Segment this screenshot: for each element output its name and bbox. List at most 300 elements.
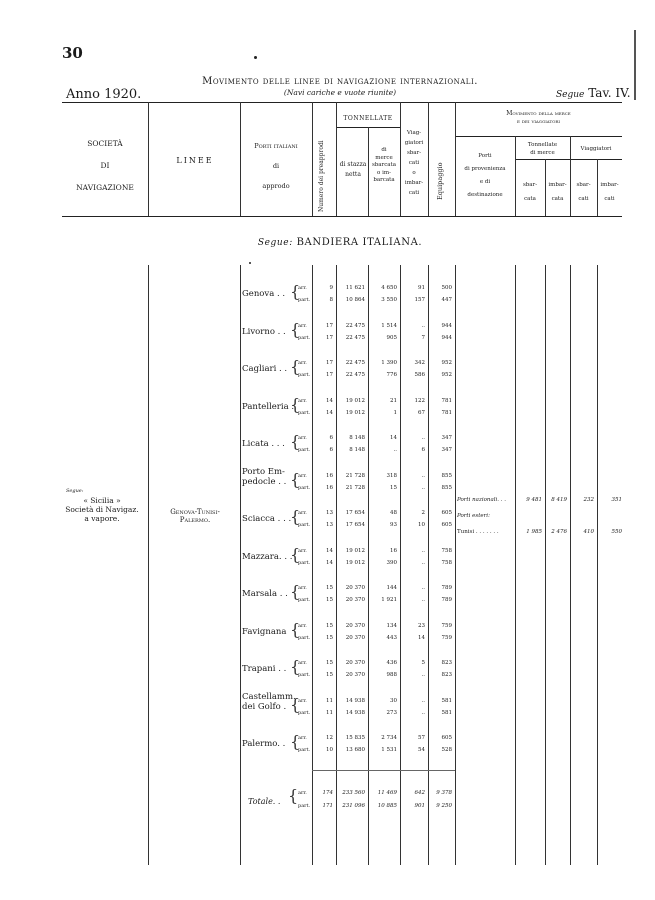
header-viagg-l4: cati (408, 160, 420, 166)
row-kind-label: arr. (298, 435, 307, 441)
col-sep-7 (428, 102, 429, 216)
segue-label: Segue (556, 90, 585, 100)
port-brace: { (290, 282, 301, 301)
port-cell: 14 (390, 435, 397, 441)
port-cell: 15 835 (345, 735, 365, 741)
port-name-line: Trapani . . (242, 664, 287, 674)
port-cell: 758 (441, 548, 452, 554)
header-imbarcati-l2: cati (604, 196, 615, 202)
header-viagg-l2: giatori (404, 140, 424, 146)
port-brace: { (290, 657, 301, 676)
header-merce (368, 147, 400, 185)
header-prov-l2: di provenienza (464, 166, 506, 172)
line-name-2: Palermo. (179, 516, 211, 524)
port-cell: 21 728 (345, 473, 365, 479)
header-viagg-l1: Viag- (406, 130, 422, 136)
col-sep-1 (148, 102, 149, 216)
port-cell: 14 (418, 635, 425, 641)
header-viagg-l3: sbar- (406, 150, 422, 156)
port-cell: .. (421, 698, 425, 704)
port-cell: 855 (441, 473, 452, 479)
row-kind-label: arr. (298, 473, 307, 479)
header-viagg-l6: imbar- (404, 180, 424, 186)
header-stazza: di stazza netta (339, 161, 367, 178)
stray-dot-2 (249, 262, 251, 264)
port-cell: 8 148 (349, 447, 365, 453)
header-movimento-l2: e dei viaggiatori (517, 118, 560, 125)
header-imbarcata-l2: cata (551, 196, 564, 202)
port-cell: 16 (326, 473, 333, 479)
header-prov-l1: Porti (478, 153, 492, 159)
body-sep-10 (545, 265, 546, 865)
movement-port: Porti nazionali. . . (457, 497, 507, 503)
header-merce-l3: sbarcata (371, 162, 397, 168)
port-cell: 67 (418, 410, 425, 416)
totals-arr-label: arr. (298, 790, 307, 796)
company-line3: a vapore. (84, 514, 120, 523)
totals-rule (312, 770, 455, 771)
port-cell: 390 (386, 560, 397, 566)
port-cell: 91 (418, 285, 425, 291)
port-name-line: Porto Em- (242, 467, 285, 477)
port-cell: 22 475 (345, 360, 365, 366)
totals-cell: 642 (414, 790, 425, 796)
row-kind-label: part. (298, 597, 311, 603)
port-cell: 15 (326, 635, 333, 641)
port-cell: 15 (390, 485, 397, 491)
row-kind-label: arr. (298, 285, 307, 291)
port-cell: 122 (414, 398, 425, 404)
port-name-line: Palermo. . (242, 739, 286, 749)
port-cell: 952 (441, 372, 452, 378)
header-provenienza (455, 150, 515, 202)
port-cell: 443 (386, 635, 397, 641)
port-cell: 1 921 (381, 597, 397, 603)
port-cell: 6 (421, 447, 425, 453)
port-cell: 15 (326, 672, 333, 678)
port-cell: 20 370 (345, 597, 365, 603)
port-cell: 57 (418, 735, 425, 741)
header-porti-line2: di (272, 162, 280, 170)
header-top-rule (62, 102, 622, 103)
header-viagg-l7: cati (408, 190, 420, 196)
tav-label: Tav. IV. (588, 86, 631, 100)
port-cell: .. (393, 447, 397, 453)
company-line2: Società di Navigaz. (65, 505, 139, 514)
port-name-line: Pantelleria . (242, 402, 295, 412)
port-cell: 605 (441, 510, 452, 516)
port-cell: 789 (441, 597, 452, 603)
port-cell: 1 531 (381, 747, 397, 753)
port-cell: 14 938 (345, 698, 365, 704)
port-cell: 905 (386, 335, 397, 341)
port-cell: 581 (441, 698, 452, 704)
line-name (150, 508, 240, 524)
header-prov-l4: destinazione (467, 192, 503, 198)
port-cell: 10 (326, 747, 333, 753)
port-cell: 22 475 (345, 323, 365, 329)
port-cell: 7 (421, 335, 425, 341)
header-merce-l2: merce (375, 154, 393, 161)
header-tonmerce-l1: Tonnellate (527, 142, 558, 148)
row-kind-label: part. (298, 485, 311, 491)
port-cell: 781 (441, 410, 452, 416)
row-kind-label: part. (298, 522, 311, 528)
port-brace: { (290, 507, 301, 526)
port-cell: 157 (414, 297, 425, 303)
totals-cell: 171 (322, 803, 333, 809)
port-cell: 134 (386, 623, 397, 629)
port-cell: 23 (418, 623, 425, 629)
subcol-rule (515, 159, 622, 160)
body-sep-9 (515, 265, 516, 865)
row-kind-label: arr. (298, 623, 307, 629)
header-numero: Numero dei preapprodi (318, 140, 325, 212)
port-brace: { (290, 320, 301, 339)
movement-cell: 1 985 (526, 529, 542, 535)
port-cell: 54 (418, 747, 425, 753)
port-cell: 347 (441, 435, 452, 441)
port-brace: { (290, 432, 301, 451)
port-cell: 605 (441, 735, 452, 741)
port-cell: 93 (390, 522, 397, 528)
port-cell: 10 864 (345, 297, 365, 303)
row-kind-label: arr. (298, 698, 307, 704)
totals-part-label: part. (298, 803, 311, 809)
header-viaggiatori2: Viaggiatori (580, 146, 612, 152)
port-name-line: Castellamm. (242, 692, 296, 702)
port-cell: .. (421, 323, 425, 329)
port-cell: 436 (386, 660, 397, 666)
row-kind-label: arr. (298, 660, 307, 666)
body-sep-12 (597, 265, 598, 865)
header-ton-merce (515, 142, 570, 157)
port-cell: 952 (441, 360, 452, 366)
port-cell: 15 (326, 623, 333, 629)
port-cell: 758 (441, 560, 452, 566)
row-kind-label: arr. (298, 323, 307, 329)
header-imbarcati (597, 178, 622, 206)
port-cell: 789 (441, 585, 452, 591)
port-cell: 347 (441, 447, 452, 453)
section-title (150, 237, 530, 248)
header-sbarcati-l2: cati (578, 196, 589, 202)
totals-brace: { (288, 786, 299, 805)
port-cell: 2 (421, 510, 425, 516)
port-brace: { (290, 470, 301, 489)
port-cell: 14 (326, 410, 333, 416)
port-cell: 5 (421, 660, 425, 666)
port-cell: 9 (329, 285, 333, 291)
port-cell: .. (421, 597, 425, 603)
row-kind-label: arr. (298, 735, 307, 741)
row-kind-label: part. (298, 335, 311, 341)
header-merce-l5: barcata (373, 177, 395, 183)
port-name-line: Licata . . . (242, 439, 285, 449)
body-sep-5 (368, 265, 369, 865)
header-sbarcati-l1: sbar- (576, 182, 591, 188)
header-societa-line2: DI (100, 161, 110, 170)
totals-cell: 9 378 (436, 790, 452, 796)
row-kind-label: part. (298, 710, 311, 716)
port-cell: .. (421, 473, 425, 479)
movimento-rule (455, 136, 622, 137)
body-sep-7 (428, 265, 429, 865)
port-cell: 759 (441, 635, 452, 641)
port-cell: 500 (441, 285, 452, 291)
port-cell: 144 (386, 585, 397, 591)
port-cell: 17 (326, 372, 333, 378)
port-cell: 12 (326, 735, 333, 741)
port-cell: 318 (386, 473, 397, 479)
header-imbarcati-l1: imbar- (600, 182, 619, 188)
port-name-line: Marsala . . (242, 589, 288, 599)
port-cell: 20 370 (345, 660, 365, 666)
movement-cell: 410 (583, 529, 594, 535)
row-kind-label: part. (298, 672, 311, 678)
port-cell: .. (421, 672, 425, 678)
header-movimento-l1: Movimento della merce (506, 110, 571, 117)
port-cell: 823 (441, 672, 452, 678)
body-sep-8 (455, 265, 456, 865)
port-cell: 447 (441, 297, 452, 303)
port-cell: .. (421, 435, 425, 441)
port-cell: 944 (441, 323, 452, 329)
header-societa (62, 133, 148, 199)
totals-cell: 233 560 (342, 790, 365, 796)
port-cell: 6 (329, 447, 333, 453)
port-cell: 6 (329, 435, 333, 441)
port-name-line: Mazzara. . . (242, 552, 293, 562)
port-cell: 20 370 (345, 623, 365, 629)
port-cell: 528 (441, 747, 452, 753)
header-viagg-l5: o (412, 170, 416, 176)
port-cell: 776 (386, 372, 397, 378)
header-sbarcata (515, 178, 545, 206)
line-name-1: Genova-Tunisi- (170, 508, 220, 516)
port-cell: 2 734 (381, 735, 397, 741)
company-name (62, 487, 142, 523)
port-cell: 15 (326, 660, 333, 666)
port-cell: 11 621 (345, 285, 365, 291)
port-cell: 16 (326, 485, 333, 491)
movement-cell: 351 (611, 497, 622, 503)
header-bottom-rule (62, 216, 622, 217)
port-name-line: Genova . . (242, 289, 286, 299)
port-cell: 11 (326, 710, 333, 716)
port-cell: 10 (418, 522, 425, 528)
port-cell: 14 (326, 560, 333, 566)
header-imbarcata-l1: imbar- (548, 182, 567, 188)
row-kind-label: arr. (298, 398, 307, 404)
movement-cell: 2 476 (551, 529, 567, 535)
port-cell: 581 (441, 710, 452, 716)
table-label (556, 86, 631, 100)
header-porti-line3: approdo (262, 182, 290, 190)
header-movimento (455, 110, 622, 126)
row-kind-label: part. (298, 447, 311, 453)
port-cell: .. (421, 560, 425, 566)
port-cell: 14 938 (345, 710, 365, 716)
movement-cell: 550 (611, 529, 622, 535)
port-cell: 855 (441, 485, 452, 491)
port-cell: 586 (414, 372, 425, 378)
header-societa-line1: SOCIETÀ (87, 139, 123, 148)
header-sbarcati (570, 178, 597, 206)
totals-cell: 11 469 (377, 790, 397, 796)
port-cell: 19 012 (345, 548, 365, 554)
port-cell: .. (421, 548, 425, 554)
port-cell: 19 012 (345, 398, 365, 404)
port-cell: 14 (326, 398, 333, 404)
movement-cell: 9 481 (526, 497, 542, 503)
movement-port: Porti esteri: (457, 513, 490, 519)
totals-cell: 174 (322, 790, 333, 796)
port-cell: 823 (441, 660, 452, 666)
port-brace: { (290, 582, 301, 601)
port-cell: 17 (326, 323, 333, 329)
port-name-line: pedocle . . (242, 477, 287, 487)
port-cell: 14 (326, 548, 333, 554)
page-number: 30 (62, 44, 83, 62)
port-cell: 16 (390, 548, 397, 554)
body-sep-1 (148, 265, 149, 865)
port-cell: 1 (393, 410, 397, 416)
port-cell: 13 (326, 510, 333, 516)
port-brace: { (290, 357, 301, 376)
year-label: Anno 1920. (66, 87, 142, 102)
port-cell: 17 654 (345, 510, 365, 516)
row-kind-label: part. (298, 297, 311, 303)
totals-cell: 901 (414, 803, 425, 809)
row-kind-label: arr. (298, 510, 307, 516)
port-cell: 8 148 (349, 435, 365, 441)
port-cell: 3 550 (381, 297, 397, 303)
port-cell: 11 (326, 698, 333, 704)
company-line1: « Sicilia » (83, 496, 121, 505)
port-name-line: dei Golfo . (242, 702, 287, 712)
stray-dot-1 (254, 56, 257, 59)
header-tonmerce-l2: di merce (530, 149, 555, 156)
col-sep-3 (312, 102, 313, 216)
header-prov-l3: e di (479, 179, 491, 185)
port-cell: 944 (441, 335, 452, 341)
port-cell: 4 650 (381, 285, 397, 291)
port-cell: 17 654 (345, 522, 365, 528)
row-kind-label: part. (298, 747, 311, 753)
totals-cell: 231 096 (342, 803, 365, 809)
header-merce-l1: di (381, 147, 387, 153)
port-cell: 17 (326, 335, 333, 341)
port-cell: .. (421, 585, 425, 591)
port-cell: 22 475 (345, 335, 365, 341)
company-segue: Segue: (66, 488, 84, 494)
port-cell: 30 (390, 698, 397, 704)
totals-label: Totale. . (248, 797, 281, 806)
row-kind-label: arr. (298, 360, 307, 366)
port-cell: 19 012 (345, 410, 365, 416)
header-tonnellate: TONNELLATE (343, 115, 393, 122)
port-cell: 20 370 (345, 635, 365, 641)
body-sep-4 (336, 265, 337, 865)
port-cell: 13 680 (345, 747, 365, 753)
page-edge-mark (634, 30, 636, 100)
port-cell: 15 (326, 597, 333, 603)
port-cell: 605 (441, 522, 452, 528)
header-societa-line3: NAVIGAZIONE (76, 183, 134, 192)
row-kind-label: arr. (298, 585, 307, 591)
port-cell: 17 (326, 360, 333, 366)
port-cell: 273 (386, 710, 397, 716)
port-brace: { (290, 395, 301, 414)
row-kind-label: part. (298, 372, 311, 378)
port-cell: 759 (441, 623, 452, 629)
row-kind-label: part. (298, 635, 311, 641)
row-kind-label: part. (298, 560, 311, 566)
port-name-line: Livorno . . (242, 327, 286, 337)
header-equipaggio: Equipaggio (436, 162, 444, 200)
port-cell: 1 514 (381, 323, 397, 329)
port-cell: 342 (414, 360, 425, 366)
section-prefix: Segue: (257, 238, 293, 248)
section-name: BANDIERA ITALIANA. (296, 237, 423, 248)
port-cell: .. (421, 485, 425, 491)
port-brace: { (290, 732, 301, 751)
movement-cell: 232 (583, 497, 594, 503)
port-cell: 21 (390, 398, 397, 404)
header-porti (240, 136, 312, 196)
movement-cell: 8 419 (551, 497, 567, 503)
port-name-line: Favignana (242, 627, 287, 637)
port-brace: { (290, 620, 301, 639)
header-sbarcata-l2: cata (524, 196, 536, 202)
port-name-line: Sciacca . . . (242, 514, 292, 524)
body-sep-3 (312, 265, 313, 865)
port-cell: 781 (441, 398, 452, 404)
header-merce-l4: o im- (377, 169, 391, 176)
port-cell: 1 390 (381, 360, 397, 366)
port-cell: 22 475 (345, 372, 365, 378)
header-viaggiatori (400, 128, 428, 198)
port-name-line: Cagliari . . (242, 364, 288, 374)
port-cell: 20 370 (345, 672, 365, 678)
body-sep-2 (240, 265, 241, 865)
totals-cell: 10 885 (377, 803, 397, 809)
port-cell: 21 728 (345, 485, 365, 491)
totals-cell: 9 250 (436, 803, 452, 809)
row-kind-label: part. (298, 410, 311, 416)
port-cell: 8 (329, 297, 333, 303)
header-imbarcata (545, 178, 570, 206)
header-porti-line1: Porti italiani (254, 142, 298, 150)
port-brace: { (290, 695, 301, 714)
body-sep-11 (570, 265, 571, 865)
page-subtitle: (Navi cariche e vuote riunite) (283, 88, 397, 97)
port-brace: { (290, 545, 301, 564)
port-cell: 48 (390, 510, 397, 516)
header-linee: LINEE (176, 156, 214, 165)
page-title: Movimento delle linee di navigazione internazionali. (202, 76, 478, 87)
port-cell: 19 012 (345, 560, 365, 566)
port-cell: 988 (386, 672, 397, 678)
row-kind-label: arr. (298, 548, 307, 554)
header-sbarcata-l1: sbar- (522, 182, 538, 188)
port-cell: 15 (326, 585, 333, 591)
port-cell: 20 370 (345, 585, 365, 591)
body-sep-6 (400, 265, 401, 865)
port-cell: .. (421, 710, 425, 716)
movement-port: Tunisi . . . . . . . (457, 529, 499, 535)
